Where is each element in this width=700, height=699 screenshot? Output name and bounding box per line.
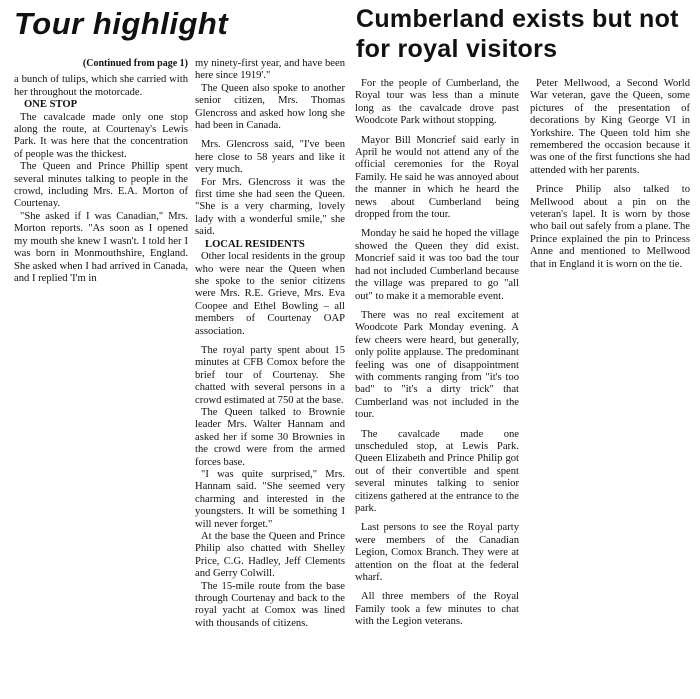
article-column-3 — [355, 78, 519, 629]
paragraph: "I was quite surprised," Mrs. Hannam said. "She seemed very charming and interested in the youngsters. It will be something I will never forget." — [195, 469, 345, 530]
article-column-1 — [14, 58, 188, 285]
subheading-local-residents: LOCAL RESIDENTS — [205, 238, 305, 250]
paragraph: "She asked if I was Canadian," Mrs. Morton reports. "As soon as I opened my mouth she knew I wasn't. I told her I was born in Monmouthshire, England. She asked when I had arrived in Canada, and I replied 'I'm in — [14, 210, 188, 284]
paragraph: For the people of Cumberland, the Royal tour was less than a minute long as the cavalcade drove past Woodcote Park without stopping. — [355, 78, 519, 127]
paragraph: The 15-mile route from the base through Courtenay and back to the royal yacht at Comox was lined with thousands of citizens. — [195, 580, 345, 629]
paragraph: At the base the Queen and Prince Philip also chatted with Shelley Price, C.G. Hadley, Jeff Clements and Gerry Colwill. — [195, 531, 345, 580]
paragraph: The cavalcade made only one stop along the route, at Courtenay's Lewis Park. It was here that the concentration of people was the thickest. — [14, 111, 188, 160]
paragraph: The royal party spent about 15 minutes at CFB Comox before the brief tour of Courtenay. She chatted with several persons in a crowd estimated at 750 at the base. — [195, 344, 345, 406]
headline-cumberland: Cumberland exists but not for royal visitors — [356, 5, 679, 63]
article-column-4 — [530, 78, 690, 271]
article-column-2 — [195, 58, 345, 630]
paragraph: a bunch of tulips, which she carried with her throughout the motorcade. — [14, 74, 188, 98]
paragraph: Other local residents in the group who were near the Queen when she spoke to the senior citizens were Mrs. R.E. Grieve, Mrs. Eva Coopee and Ethel Bowling – all members of Courtenay OAP association. — [195, 251, 345, 337]
paragraph: The cavalcade made one unscheduled stop, at Lewis Park. Queen Elizabeth and Prince Philip got out of their convertible and spent several minutes talking to senior citizens gathered at the entrance to the park. — [355, 428, 519, 514]
paragraph: Mrs. Glencross said, "I've been here close to 58 years and like it very much. — [195, 139, 345, 176]
paragraph: Peter Mellwood, a Second World War veteran, gave the Queen, some pictures of the presentation of decorations by King George VI in Yorkshire. The Queen told him she remembered the occasion because it was one of the first functions she had attended with her parents. — [530, 78, 690, 176]
paragraph: For Mrs. Glencross it was the first time she had seen the Queen. "She is a very charming, lovely lady with a wonderful smile," she said. — [195, 176, 345, 238]
paragraph: my ninety-first year, and have been here since 1919'." — [195, 58, 345, 82]
paragraph: The Queen also spoke to another senior citizen, Mrs. Thomas Glencross and asked how long she had been in Canada. — [195, 82, 345, 132]
paragraph: Prince Philip also talked to Mellwood about a pin on the veteran's lapel. It is worn by those who bail out safely from a plane. The Prince explained the pin to Princess Anne and mentioned to Mellwood that in England it is worn on the tie. — [530, 184, 690, 270]
paragraph: Monday he said he hoped the village showed the Queen they did exist. Moncrief said it was too bad the tour had not included Cumberland because the village was prepared to go "all out" to make it a memorable event. — [355, 228, 519, 302]
subheading-one-stop: ONE STOP — [24, 99, 78, 111]
paragraph: The Queen and Prince Phillip spent several minutes talking to people in the crowd, including Mrs. E.A. Morton of Courtenay. — [14, 161, 188, 210]
continued-note: (Continued from page 1) — [82, 58, 188, 69]
paragraph: Mayor Bill Moncrief said early in April he would not attend any of the official ceremonies for the Royal Family. He said he was annoyed about the manner in which he heard the news about Cumberland being dropped from the tour. — [355, 134, 519, 221]
paragraph: The Queen talked to Brownie leader Mrs. Walter Hannam and asked her if some 30 Brownies in the crowd were from the armed forces base. — [195, 406, 345, 468]
paragraph: All three members of the Royal Family took a few minutes to chat with the Legion veterans. — [355, 591, 519, 628]
headline-tour-highlight: Tour highlight — [14, 6, 229, 41]
paragraph: There was no real excitement at Woodcote Park Monday evening. A few cheers were heard, but generally, only polite applause. The predominant feeling was one of disappointment with comments ranging from "it's too bad" to "it's a dirty trick" that Cumberland was not included in the tour. — [355, 309, 519, 421]
paragraph: Last persons to see the Royal party were members of the Canadian Legion, Comox Branch. They were at attention on the float at the federal wharf. — [355, 522, 519, 584]
